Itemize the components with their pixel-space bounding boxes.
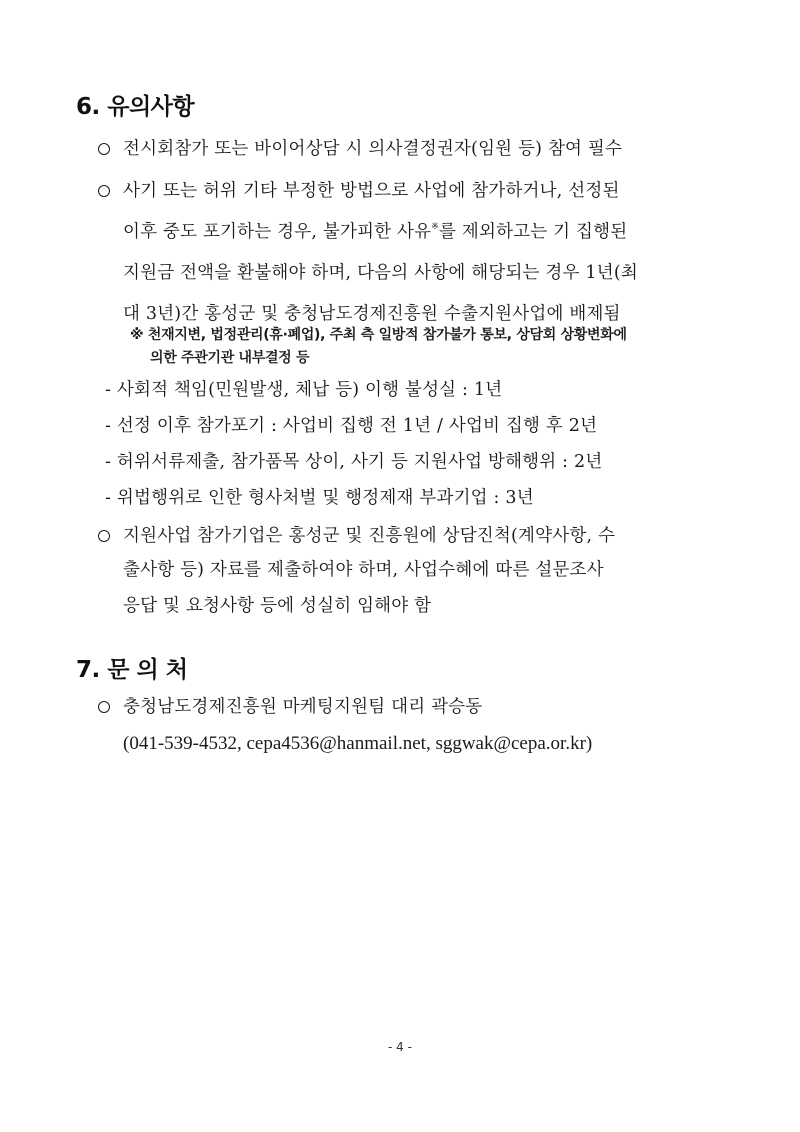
bullet-text: 이후 중도 포기하는 경우, 불가피한 사유	[123, 222, 432, 242]
circle-bullet-icon	[98, 530, 110, 542]
contact-name: 충청남도경제진흥원 마케팅지원팀 대리 곽승동	[123, 697, 483, 717]
contact-details: (041-539-4532, cepa4536@hanmail.net, sggwak@cepa.or.kr)	[123, 733, 593, 754]
circle-bullet-icon	[98, 185, 110, 197]
bullet-text: 를 제외하고는 기 집행된	[439, 222, 628, 242]
bullet-item-reporting-line2: 출사항 등) 자료를 제출하여야 하며, 사업수혜에 따른 설문조사	[123, 560, 604, 580]
circle-bullet-icon	[98, 701, 110, 713]
bullet-text: 전시회참가 또는 바이어상담 시 의사결정권자(임원 등) 참여 필수	[123, 139, 623, 159]
penalty-item-withdrawal: - 선정 이후 참가포기 : 사업비 집행 전 1년 / 사업비 집행 후 2년	[105, 416, 598, 436]
note-line1: ※ 천재지변, 법정관리(휴·폐업), 주최 측 일방적 참가불가 통보, 상담회 상황변화에	[130, 327, 627, 343]
penalty-item-social: - 사회적 책임(민원발생, 체납 등) 이행 불성실 : 1년	[105, 380, 503, 400]
note-line2: 의한 주관기관 내부결정 등	[150, 350, 310, 366]
contact-person	[98, 693, 482, 718]
bullet-text: 지원사업 참가기업은 홍성군 및 진흥원에 상담진척(계약사항, 수	[123, 526, 616, 546]
bullet-text: 사기 또는 허위 기타 부정한 방법으로 사업에 참가하거나, 선정된	[123, 181, 620, 201]
bullet-item-refund-line1	[98, 177, 620, 202]
bullet-item-refund-line3: 지원금 전액을 환불해야 하며, 다음의 사항에 해당되는 경우 1년(최	[123, 263, 638, 283]
section-7-title: 7. 문 의 처	[76, 657, 188, 683]
bullet-item-refund-line4: 대 3년)간 홍성군 및 충청남도경제진흥원 수출지원사업에 배제됨	[123, 304, 621, 324]
bullet-item-refund-line2	[123, 218, 627, 243]
reference-mark: ※	[431, 222, 440, 232]
section-6-title: 6. 유의사항	[76, 94, 195, 120]
bullet-item-reporting-line1	[98, 522, 615, 547]
page-number: - 4 -	[388, 1040, 412, 1054]
bullet-item-reporting-line3: 응답 및 요청사항 등에 성실히 임해야 함	[123, 596, 432, 616]
penalty-item-illegal: - 위법행위로 인한 형사처벌 및 행정제재 부과기업 : 3년	[105, 488, 534, 508]
bullet-item-decision-maker	[98, 135, 622, 160]
circle-bullet-icon	[98, 143, 110, 155]
penalty-item-fraud: - 허위서류제출, 참가품목 상이, 사기 등 지원사업 방해행위 : 2년	[105, 452, 603, 472]
